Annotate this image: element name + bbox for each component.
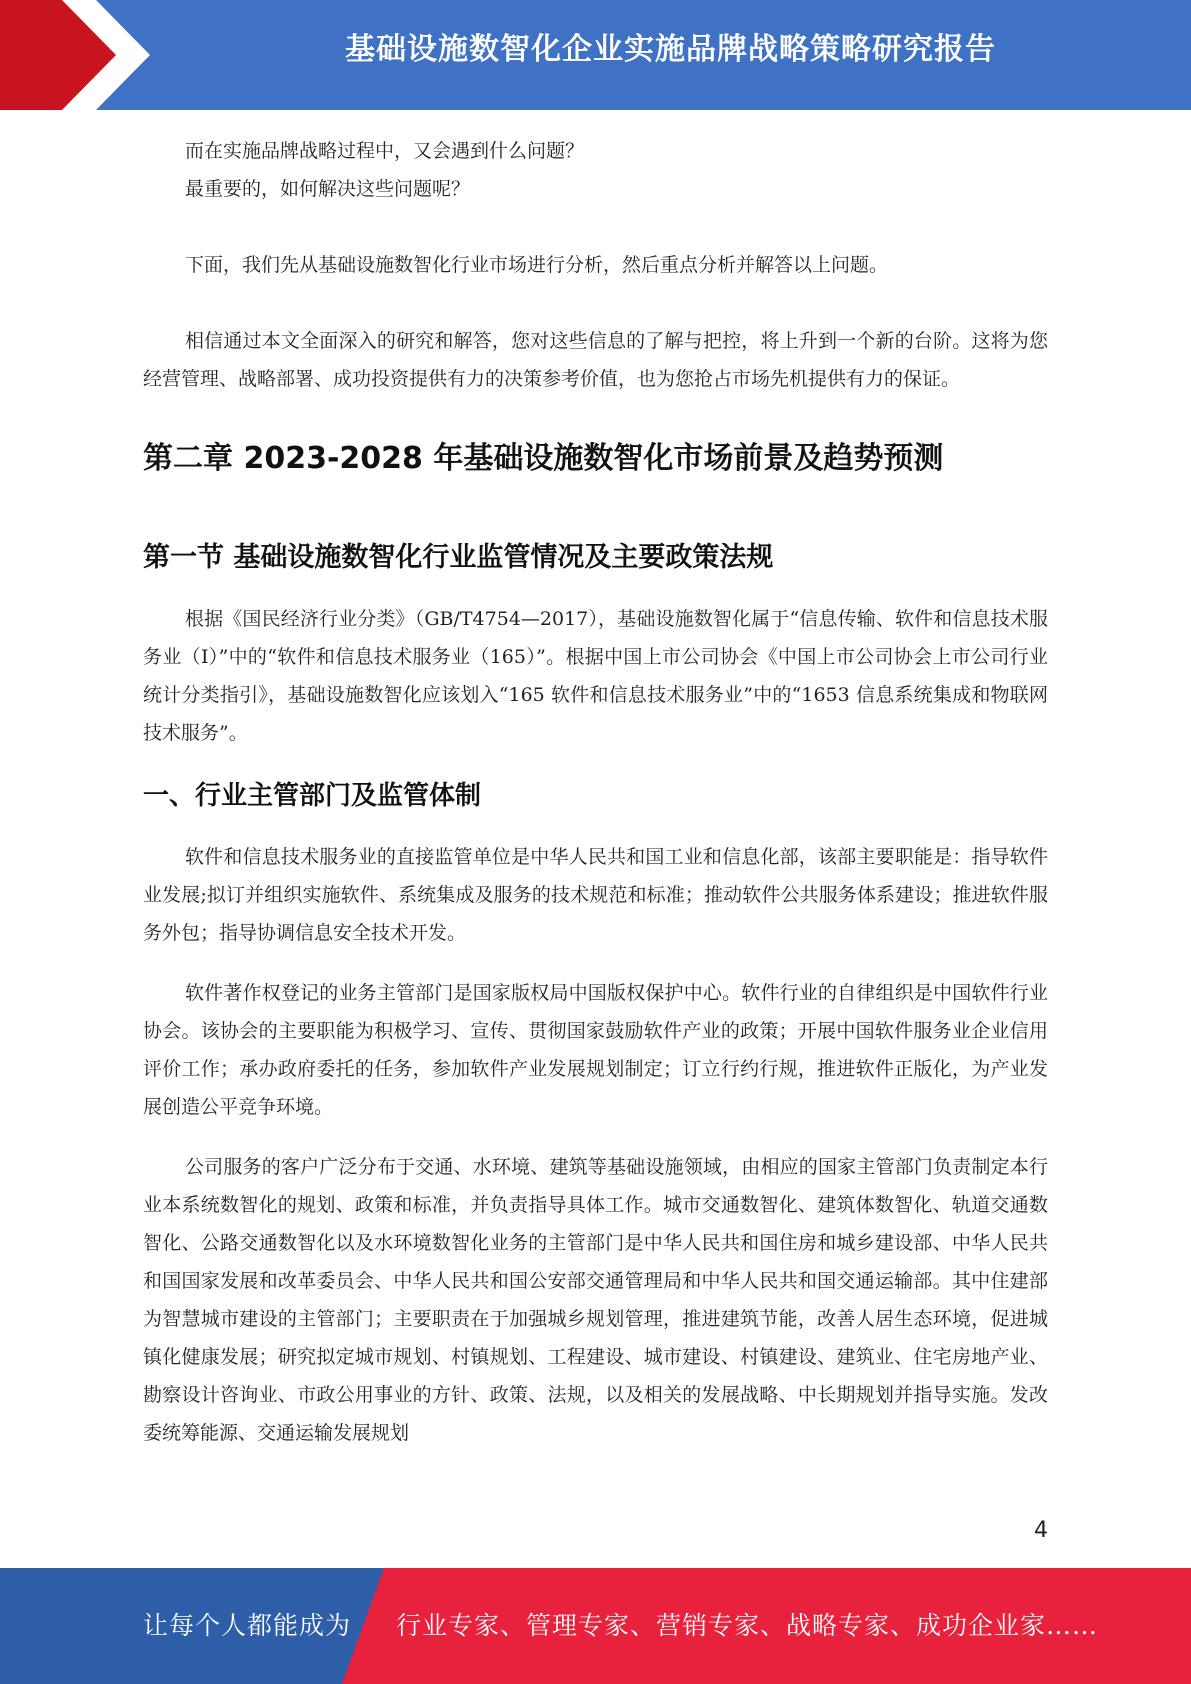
page-number: 4	[1034, 1518, 1048, 1543]
paragraph-customers: 公司服务的客户广泛分布于交通、水环境、建筑等基础设施领域，由相应的国家主管部门负责制定本行业本系统数智化的规划、政策和标准，并负责指导具体工作。城市交通数智化、建筑体数智化、轨道交通数智化、公路交通数智化以及水环境数智化业务的主管部门是中华人民共和国住房和城乡建设部、中华人民共和国国家发展和改革委员会、中华人民共和国公安部交通管理局和中华人民共和国交通运输部。其中住建部为智慧城市建设的主管部门；主要职责在于加强城乡规划管理，推进建筑节能，改善人居生态环境，促进城镇化健康发展；研究拟定城市规划、村镇规划、工程建设、城市建设、村镇建设、建筑业、住宅房地产业、勘察设计咨询业、市政公用事业的方针、政策、法规，以及相关的发展战略、中长期规划并指导实施。发改委统筹能源、交通运输发展规划	[143, 1156, 1048, 1444]
footer-slogan-right: 行业专家、管理专家、营销专家、战略专家、成功企业家……	[396, 1611, 1099, 1640]
chevron-arrow-icon	[0, 0, 160, 110]
subsection-title: 一、行业主管部门及监管体制	[143, 781, 482, 811]
paragraph-ministry: 软件和信息技术服务业的直接监管单位是中华人民共和国工业和信息化部，该部主要职能是：指导软件业发展;拟订并组织实施软件、系统集成及服务的技术规范和标准；推动软件公共服务体系建设；推进软件服务外包；指导协调信息安全技术开发。	[143, 846, 1048, 944]
footer-slogan-left: 让每个人都能成为	[143, 1611, 352, 1640]
footer-banner	[0, 1568, 1191, 1684]
intro-question-2: 最重要的，如何解决这些问题呢？	[185, 178, 471, 200]
report-title: 基础设施数智化企业实施品牌战略策略研究报告	[345, 32, 996, 67]
paragraph-copyright: 软件著作权登记的业务主管部门是国家版权局中国版权保护中心。软件行业的自律组织是中国软件行业协会。该协会的主要职能为积极学习、宣传、贯彻国家鼓励软件产业的政策；开展中国软件服务业企业信用评价工作；承办政府委托的任务，参加软件产业发展规划制定；订立行约行规，推进软件正版化，为产业发展创造公平竞争环境。	[143, 982, 1048, 1118]
main-content	[143, 132, 1048, 1452]
paragraph-trust: 相信通过本文全面深入的研究和解答，您对这些信息的了解与把控，将上升到一个新的台阶。这将为您经营管理、战略部署、成功投资提供有力的决策参考价值，也为您抢占市场先机提供有力的保证。	[143, 330, 1048, 390]
chapter-title: 第二章 2023-2028 年基础设施数智化市场前景及趋势预测	[143, 441, 944, 476]
section-title: 第一节 基础设施数智化行业监管情况及主要政策法规	[143, 542, 774, 573]
header-banner	[0, 0, 1191, 110]
paragraph-classification: 根据《国民经济行业分类》（GB/T4754—2017），基础设施数智化属于“信息传输、软件和信息技术服务业（I）”中的“软件和信息技术服务业（165）”。根据中国上市公司协会《中国上市公司协会上市公司行业统计分类指引》，基础设施数智化应该划入“165 软件和信息技术服务业”中的“1653 信息系统集成和物联网技术服务”。	[143, 608, 1048, 744]
paragraph-next-steps: 下面，我们先从基础设施数智化行业市场进行分析，然后重点分析并解答以上问题。	[185, 254, 889, 276]
intro-question-1: 而在实施品牌战略过程中，又会遇到什么问题？	[185, 140, 585, 162]
